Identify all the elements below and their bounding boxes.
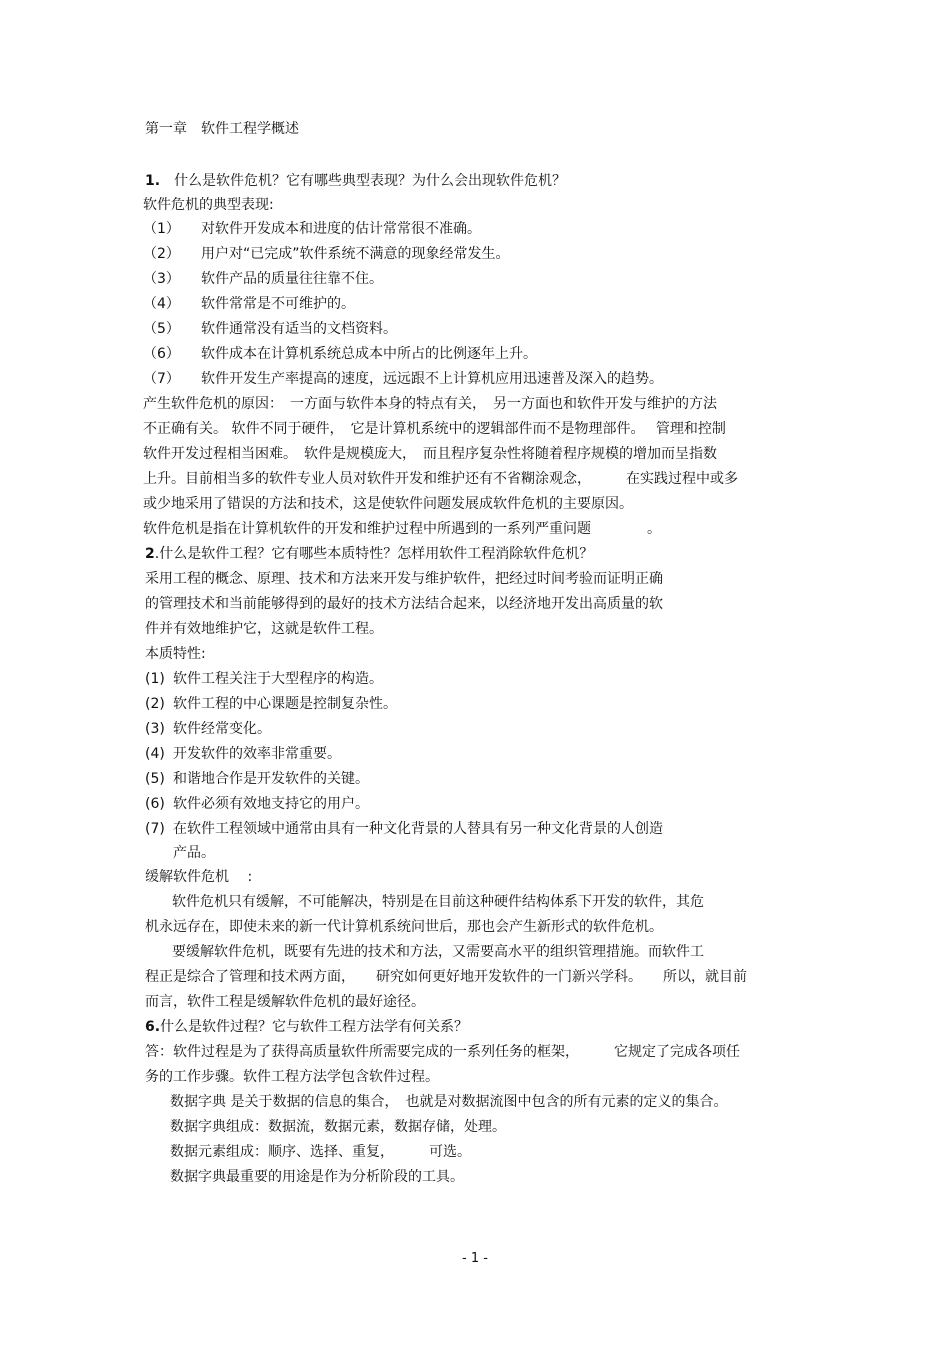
list-item: （6） 软件成本在计算机系统总成本中所占的比例逐年上升。 <box>143 346 537 362</box>
page-number: - 1 - <box>462 1251 488 1266</box>
list-item: (3) 软件经常变化。 <box>145 721 271 737</box>
question-text: .什么是软件工程？它有哪些本质特性？怎样用软件工程消除软件危机？ <box>154 546 594 562</box>
list-item: (5) 和谐地合作是开发软件的关键。 <box>145 771 369 787</box>
list-item: （2） 用户对“已完成”软件系统不满意的现象经常发生。 <box>143 246 510 262</box>
paragraph-line: 务的工作步骤。软件工程方法学包含软件过程。 <box>145 1069 439 1085</box>
question-2-heading <box>145 544 593 564</box>
paragraph-line: 程正是综合了管理和技术两方面， 研究如何更好地开发软件的一门新兴学科。 所以，就目前 <box>145 969 747 985</box>
list-item: （3） 软件产品的质量往往靠不住。 <box>143 271 383 287</box>
paragraph-line: 而言，软件工程是缓解软件危机的最好途径。 <box>145 994 425 1010</box>
paragraph-line: 数据字典最重要的用途是作为分析阶段的工具。 <box>170 1169 464 1185</box>
paragraph-line: 数据元素组成：顺序、选择、重复， 可选。 <box>170 1144 471 1160</box>
paragraph-line: 软件危机只有缓解，不可能解决，特别是在目前这种硬件结构体系下开发的软件，其危 <box>172 894 704 910</box>
paragraph-line: 要缓解软件危机，既要有先进的技术和方法，又需要高水平的组织管理措施。而软件工 <box>172 944 704 960</box>
paragraph-line: 产生软件危机的原因： 一方面与软件本身的特点有关， 另一方面也和软件开发与维护的方法 <box>143 396 717 412</box>
list-item: （5） 软件通常没有适当的文档资料。 <box>143 321 397 337</box>
list-item: (7) 在软件工程领域中通常由具有一种文化背景的人替具有另一种文化背景的人创造 <box>145 821 663 837</box>
list-item: （4） 软件常常是不可维护的。 <box>143 296 355 312</box>
paragraph-line: 数据字典组成：数据流，数据元素，数据存储，处理。 <box>170 1119 506 1135</box>
paragraph-line: 不正确有关。 软件不同于硬件， 它是计算机系统中的逻辑部件而不是物理部件。 管理和控制 <box>143 421 726 437</box>
question-number: 1. <box>145 173 161 189</box>
list-item: (6) 软件必须有效地支持它的用户。 <box>145 796 369 812</box>
list-item: (4) 开发软件的效率非常重要。 <box>145 746 341 762</box>
question-6-heading <box>145 1017 468 1037</box>
paragraph-line: 上升。目前相当多的软件专业人员对软件开发和维护还有不省糊涂观念， 在实践过程中或多 <box>143 471 738 487</box>
question-1-heading <box>145 171 566 191</box>
question-number: 6. <box>145 1019 161 1035</box>
list-item: (2) 软件工程的中心课题是控制复杂性。 <box>145 696 397 712</box>
list-item: （1） 对软件开发成本和进度的估计常常很不准确。 <box>143 221 481 237</box>
relief-label: 缓解软件危机 : <box>145 869 253 885</box>
paragraph-line: 件并有效地维护它，这就是软件工程。 <box>145 621 383 637</box>
q1-intro: 软件危机的典型表现: <box>143 197 274 213</box>
question-text: 什么是软件危机？它有哪些典型表现？为什么会出现软件危机？ <box>174 173 567 189</box>
list-item-continuation: 产品。 <box>173 845 215 861</box>
question-number: 2 <box>145 546 155 562</box>
paragraph-line: 机永远存在，即使未来的新一代计算机系统问世后，那也会产生新形式的软件危机。 <box>145 919 663 935</box>
paragraph-line: 软件危机是指在计算机软件的开发和维护过程中所遇到的一系列严重问题 。 <box>143 521 661 537</box>
question-text: 什么是软件过程？它与软件工程方法学有何关系？ <box>160 1019 469 1035</box>
paragraph-line: 答：软件过程是为了获得高质量软件所需要完成的一系列任务的框架， 它规定了完成各项任 <box>145 1044 740 1060</box>
nature-label: 本质特性: <box>145 646 206 662</box>
paragraph-line: 或少地采用了错误的方法和技术，这是使软件问题发展成软件危机的主要原因。 <box>143 496 633 512</box>
paragraph-line: 软件开发过程相当困难。 软件是规模庞大， 而且程序复杂性将随着程序规模的增加而呈指数 <box>143 446 717 462</box>
paragraph-line: 数据字典 是关于数据的信息的集合， 也就是对数据流图中包含的所有元素的定义的集合。 <box>170 1094 728 1110</box>
paragraph-line: 采用工程的概念、原理、技术和方法来开发与维护软件，把经过时间考验而证明正确 <box>145 571 663 587</box>
list-item: (1) 软件工程关注于大型程序的构造。 <box>145 671 383 687</box>
list-item: （7） 软件开发生产率提高的速度，远远跟不上计算机应用迅速普及深入的趋势。 <box>143 371 663 387</box>
paragraph-line: 的管理技术和当前能够得到的最好的技术方法结合起来，以经济地开发出高质量的软 <box>145 596 663 612</box>
chapter-title: 第一章 软件工程学概述 <box>145 121 299 137</box>
